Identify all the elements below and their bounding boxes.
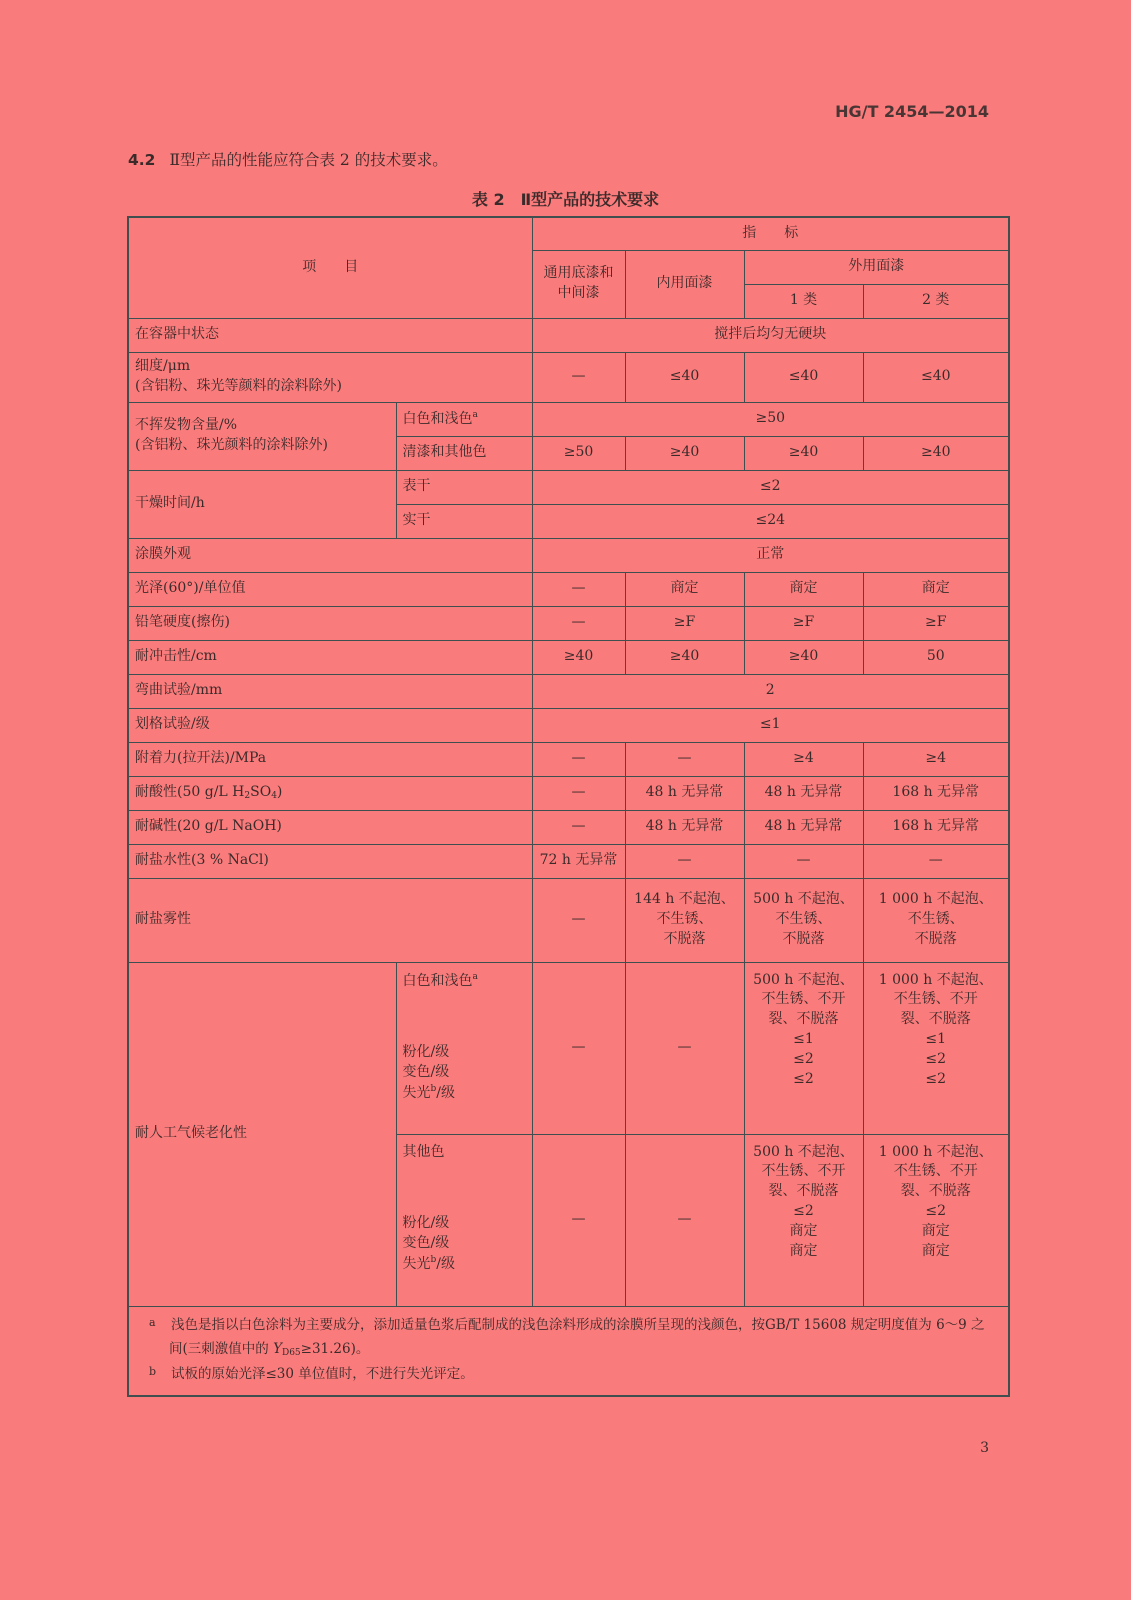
- page-number: 3: [980, 1440, 989, 1456]
- cell-class1: ≥40: [744, 436, 863, 470]
- row-label: 耐人工气候老化性: [128, 962, 396, 1306]
- cell-grade: ≤2: [793, 1070, 814, 1087]
- cell-grade: ≤2: [925, 1051, 947, 1067]
- cell-class1: ≥4: [744, 742, 863, 776]
- gloss-post: /级: [436, 1085, 455, 1102]
- table-row: [128, 352, 1009, 402]
- row-label: [128, 402, 396, 470]
- cell-grade: 商定: [921, 1242, 950, 1259]
- row-label: 铅笔硬度(擦伤): [128, 606, 532, 640]
- cell-interior: 48 h 无异常: [625, 776, 744, 810]
- row-value: ≥50: [532, 402, 1009, 436]
- gloss-post: /级: [436, 1256, 455, 1273]
- table-row: [128, 572, 1009, 606]
- cell-grade: ≤2: [925, 1203, 947, 1220]
- table-row: [128, 640, 1009, 674]
- footnote-a-y: Y: [273, 1341, 282, 1358]
- footnote-mark-b: b: [430, 1255, 437, 1266]
- cell-interior: —: [625, 1134, 744, 1306]
- cell-interior: —: [625, 962, 744, 1134]
- cell-primer: —: [532, 742, 625, 776]
- header-item: 项 目: [128, 217, 532, 318]
- table-row: [128, 708, 1009, 742]
- cell-grade: ≤2: [925, 1070, 947, 1087]
- cell-class1: ≥40: [744, 640, 863, 674]
- cell-line: 不脱落: [663, 930, 706, 947]
- cell-primer: —: [532, 606, 625, 640]
- row-label: 弯曲试验/mm: [128, 674, 532, 708]
- cell-class2: 商定: [863, 572, 1009, 606]
- section-heading: [128, 148, 448, 170]
- footnote-a: [149, 1313, 996, 1363]
- row-label: 光泽(60°)/单位值: [128, 572, 532, 606]
- row-label: 涂膜外观: [128, 538, 532, 572]
- cell-line: 500 h 不起泡、: [753, 891, 854, 908]
- row-sublabel: [396, 962, 532, 1134]
- cell-line: 500 h 不起泡、: [753, 1143, 854, 1160]
- cell-class2: 168 h 无异常: [863, 776, 1009, 810]
- cell-line: 不生锈、: [775, 911, 832, 928]
- footnote-mark-a: a: [472, 971, 478, 982]
- cell-class1: —: [744, 844, 863, 878]
- cell-primer: —: [532, 352, 625, 402]
- header-exterior: 外用面漆: [744, 250, 1009, 284]
- cell-line: 裂、不脱落: [768, 1183, 839, 1200]
- footnote-b-text: 试板的原始光泽≤30 单位值时，不进行失光评定。: [171, 1366, 474, 1383]
- row-label: 耐盐水性(3 % NaCl): [128, 844, 532, 878]
- table-row: [128, 538, 1009, 572]
- sublabel-chalk: 粉化/级: [402, 1215, 450, 1232]
- cell-class2: [863, 962, 1009, 1134]
- cell-interior: ≥40: [625, 436, 744, 470]
- footnotes: [128, 1306, 1009, 1396]
- gloss-pre: 失光: [402, 1256, 431, 1273]
- cell-line: 500 h 不起泡、: [753, 971, 854, 988]
- cell-primer: —: [532, 1134, 625, 1306]
- cell-class2: ≥F: [863, 606, 1009, 640]
- table-row: [128, 674, 1009, 708]
- table-row: [128, 776, 1009, 810]
- cell-line: 不脱落: [782, 930, 825, 947]
- row-label: 干燥时间/h: [128, 470, 396, 538]
- gloss-pre: 失光: [402, 1085, 431, 1102]
- footnote-a-sub: D65: [281, 1348, 301, 1359]
- table-row: [128, 878, 1009, 962]
- sublabel-text: 白色和浅色: [402, 972, 473, 989]
- row-sublabel: [396, 402, 532, 436]
- acid-label-post: ): [276, 784, 283, 801]
- sublabel-white: [403, 971, 526, 992]
- cell-grade: ≤2: [793, 1203, 814, 1220]
- cell-line: 裂、不脱落: [768, 1011, 839, 1028]
- cell-interior: [625, 878, 744, 962]
- cell-class1: [744, 962, 863, 1134]
- cell-interior: ≥F: [625, 606, 744, 640]
- sublabel-color: 变色/级: [402, 1235, 450, 1252]
- acid-sub-2: 2: [244, 791, 251, 802]
- section-text: Ⅱ型产品的性能应符合表 2 的技术要求。: [169, 151, 448, 169]
- header-class2: 2 类: [863, 284, 1009, 318]
- header-interior: 内用面漆: [625, 250, 744, 318]
- row-value: 搅拌后均匀无硬块: [532, 318, 1009, 352]
- footnote-a-text: 浅色是指以白色涂料为主要成分，添加适量色浆后配制成的浅色涂料形成的涂膜所呈现的浅颜色，按GB/T 15608 规定明度值为 6～9 之间(三刺激值中的: [169, 1316, 985, 1358]
- cell-grade: ≤1: [925, 1031, 947, 1048]
- row-label: [128, 352, 532, 402]
- cell-line: 不生锈、: [907, 911, 964, 928]
- cell-primer: —: [532, 962, 625, 1134]
- cell-class1: ≤40: [744, 352, 863, 402]
- footnote-mark-a: a: [149, 1315, 156, 1329]
- cell-line: 1 000 h 不起泡、: [878, 971, 993, 988]
- section-number: 4.2: [128, 151, 156, 169]
- header-indicator: 指 标: [532, 217, 1009, 250]
- sublabel-chalk: 粉化/级: [402, 1044, 450, 1061]
- table-row: [128, 962, 1009, 1134]
- table-row: [128, 844, 1009, 878]
- cell-line: 1 000 h 不起泡、: [878, 1143, 993, 1160]
- cell-class2: 168 h 无异常: [863, 810, 1009, 844]
- row-value: 正常: [532, 538, 1009, 572]
- cell-class1: 48 h 无异常: [744, 810, 863, 844]
- cell-grade: ≤2: [793, 1051, 814, 1067]
- cell-grade: 商定: [921, 1223, 950, 1239]
- cell-grade: ≤1: [793, 1031, 814, 1048]
- acid-label-pre: 耐酸性(50 g/L H: [135, 784, 245, 801]
- row-sublabel: 表干: [396, 470, 532, 504]
- table-row: [128, 402, 1009, 436]
- cell-primer: 72 h 无异常: [532, 844, 625, 878]
- acid-label-mid: SO: [250, 784, 272, 801]
- requirements-table: [127, 216, 1010, 1397]
- row-label-main: 不挥发物含量/%: [135, 417, 238, 434]
- row-label-note: (含铝粉、珠光颜料的涂料除外): [135, 437, 328, 453]
- table-title: 表 2 Ⅱ型产品的技术要求: [471, 190, 660, 209]
- cell-class2: [863, 1134, 1009, 1306]
- cell-class1: [744, 878, 863, 962]
- row-value: ≤24: [532, 504, 1009, 538]
- cell-class2: ≤40: [863, 352, 1009, 402]
- row-label: 耐盐雾性: [128, 878, 532, 962]
- cell-primer: —: [532, 878, 625, 962]
- cell-class2: 50: [863, 640, 1009, 674]
- cell-line: 不脱落: [914, 930, 957, 947]
- row-label-main: 细度/μm: [135, 358, 191, 375]
- table-row: [128, 742, 1009, 776]
- table-row: [128, 606, 1009, 640]
- table-row: [128, 810, 1009, 844]
- cell-grade: 商定: [789, 1223, 818, 1239]
- cell-class1: 商定: [744, 572, 863, 606]
- footnote-b: [149, 1362, 996, 1387]
- row-label: 附着力(拉开法)/MPa: [128, 742, 532, 776]
- footnote-mark-b: b: [430, 1084, 437, 1095]
- cell-class1: 48 h 无异常: [744, 776, 863, 810]
- footnote-mark-a: a: [472, 409, 478, 420]
- acid-sub-4: 4: [271, 791, 277, 802]
- sublabel-gloss: [403, 1254, 526, 1275]
- cell-interior: —: [625, 742, 744, 776]
- cell-line: 不生锈、不开: [761, 991, 846, 1008]
- cell-line: 不生锈、不开: [761, 1163, 846, 1180]
- cell-primer: —: [532, 810, 625, 844]
- row-sublabel: [396, 1134, 532, 1306]
- cell-line: 144 h 不起泡、: [634, 891, 735, 908]
- cell-line: 裂、不脱落: [900, 1183, 971, 1200]
- cell-line: 1 000 h 不起泡、: [878, 891, 993, 908]
- row-value: ≤2: [532, 470, 1009, 504]
- cell-interior: 48 h 无异常: [625, 810, 744, 844]
- spacer: [403, 1162, 526, 1214]
- header-class1: 1 类: [744, 284, 863, 318]
- cell-primer: ≥50: [532, 436, 625, 470]
- row-sublabel: 清漆和其他色: [396, 436, 532, 470]
- header-row: [128, 217, 1009, 250]
- cell-interior: ≥40: [625, 640, 744, 674]
- cell-primer: ≥40: [532, 640, 625, 674]
- row-label: 耐冲击性/cm: [128, 640, 532, 674]
- cell-primer: —: [532, 572, 625, 606]
- sublabel-color: 变色/级: [402, 1064, 450, 1081]
- table-row: [128, 470, 1009, 504]
- row-label: 在容器中状态: [128, 318, 532, 352]
- row-label-note: (含铝粉、珠光等颜料的涂料除外): [135, 378, 342, 394]
- spacer: [403, 991, 526, 1043]
- header-primer: 通用底漆和中间漆: [532, 250, 625, 318]
- cell-class2: ≥40: [863, 436, 1009, 470]
- cell-line: 不生锈、不开: [893, 991, 978, 1008]
- footnote-a-post: ≥31.26)。: [300, 1341, 370, 1358]
- table-row: [128, 318, 1009, 352]
- footnote-row: [128, 1306, 1009, 1396]
- cell-interior: ≤40: [625, 352, 744, 402]
- standard-code: HG/T 2454—2014: [835, 102, 989, 121]
- cell-interior: —: [625, 844, 744, 878]
- sublabel-other: 其他色: [402, 1143, 445, 1160]
- cell-class1: ≥F: [744, 606, 863, 640]
- cell-class2: —: [863, 844, 1009, 878]
- cell-line: 裂、不脱落: [900, 1011, 971, 1028]
- row-label: 耐碱性(20 g/L NaOH): [128, 810, 532, 844]
- sublabel-gloss: [403, 1083, 526, 1104]
- cell-line: 不生锈、不开: [893, 1163, 978, 1180]
- footnote-mark-b: b: [149, 1365, 157, 1379]
- sublabel-text: 白色和浅色: [402, 410, 473, 427]
- row-sublabel: 实干: [396, 504, 532, 538]
- cell-class1: [744, 1134, 863, 1306]
- row-value: 2: [532, 674, 1009, 708]
- cell-line: 不生锈、: [656, 911, 713, 928]
- row-value: ≤1: [532, 708, 1009, 742]
- cell-grade: 商定: [789, 1242, 818, 1259]
- row-label: [128, 776, 532, 810]
- cell-class2: [863, 878, 1009, 962]
- cell-primer: —: [532, 776, 625, 810]
- cell-interior: 商定: [625, 572, 744, 606]
- cell-class2: ≥4: [863, 742, 1009, 776]
- row-label: 划格试验/级: [128, 708, 532, 742]
